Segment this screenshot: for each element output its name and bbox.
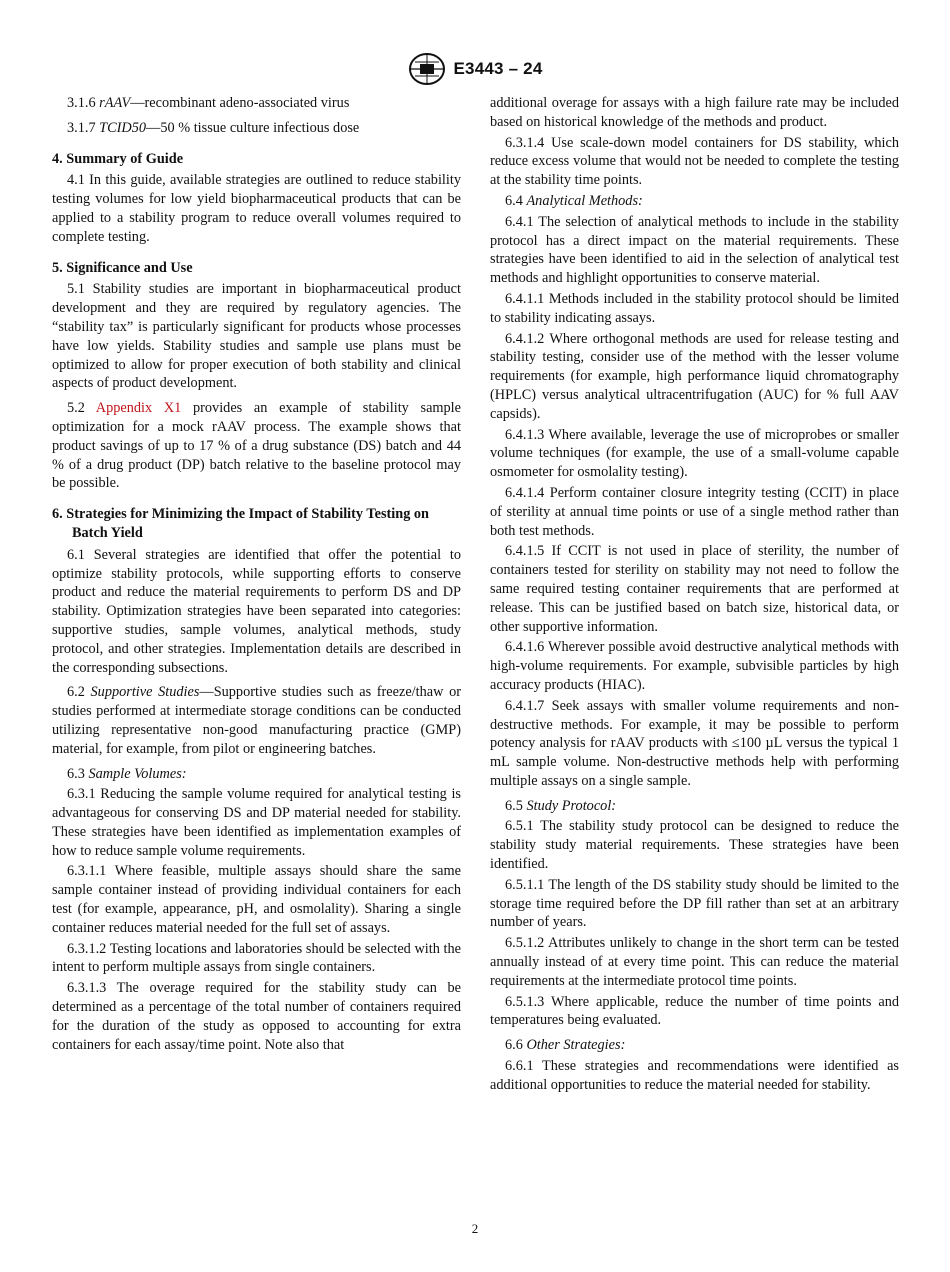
paragraph-6-4-1-5: 6.4.1.5 If CCIT is not used in place of sterility, the number of containers tested for sterility on stability may not need to follow the same required testing container requirements that are performed at release. This can be justified based on batch size, historical data, or other supportive information. xyxy=(490,543,899,635)
left-column xyxy=(52,94,461,1056)
paragraph-6-5-1: 6.5.1 The stability study protocol can be designed to reduce the stability study material requirements. These strategies have been identified. xyxy=(490,818,899,873)
page-header xyxy=(0,52,950,86)
paragraph-6-4-1: 6.4.1 The selection of analytical methods to include in the stability protocol has a direct impact on the material requirements. These strategies have been identified to aid in the selection of analytical test methods and highlight opportunities to conserve material. xyxy=(490,213,899,287)
paragraph-5-2: 5.2 Appendix X1 provides an example of stability sample optimization for a mock rAAV process. The example shows that product savings of up to 17 % of a drug substance (DS) batch and 44 % of a drug product (DP) batch relative to the baseline protocol may be possible. xyxy=(52,400,461,492)
paragraph-continuation: additional overage for assays with a high failure rate may be included based on historical knowledge of the methods and product. xyxy=(490,95,899,130)
page-number: 2 xyxy=(471,1221,479,1236)
paragraph-6-4-1-4: 6.4.1.4 Perform container closure integrity testing (CCIT) in place of sterility at annual time points or use of a single method rather than both test methods. xyxy=(490,484,899,539)
paragraph-6-6: 6.6 Other Strategies: xyxy=(505,1037,626,1054)
paragraph-6-4-1-2: 6.4.1.2 Where orthogonal methods are used for release testing and stability testing, consider use of the method with the lesser volume requirements (for example, high performance liquid chromatography (HPLC) versus analytical ultracentrifugation (AUC) for % full AAV capsids). xyxy=(490,330,899,422)
paragraph-6-1: 6.1 Several strategies are identified that offer the potential to optimize stability protocols, while supporting efforts to conserve product and reduce the material requirements to perform DS and DP stability. Optimization strategies have been separated into categories: supportive studies, sample volumes, analytical methods, study protocol, and other strategies. Implementation details are described in the corresponding subsections. xyxy=(52,546,461,676)
paragraph-5-1: 5.1 Stability studies are important in biopharmaceutical product development and they are required by regulatory agencies. The “stability tax” is particularly significant for products whose processes have low yields. Stability studies and sample use plans must be optimized to allow for proper execution of both stability and clinical aspects of product development. xyxy=(52,281,461,392)
paragraph-6-3-1: 6.3.1 Reducing the sample volume required for analytical testing is advantageous for conserving DS and DP material needed for stability. These strategies have been identified as implementation examples of how to reduce sample volume requirements. xyxy=(52,786,461,859)
astm-logo-icon xyxy=(408,52,446,86)
definition-3-1-6: 3.1.6 rAAV—recombinant adeno-associated virus xyxy=(67,95,350,111)
paragraph-6-2: 6.2 Supportive Studies—Supportive studies such as freeze/thaw or studies performed at intermediate storage conditions can be conducted utilizing representative non-good manufacturing practice (GMP) material, for example, from pilot or engineering batches. xyxy=(52,684,461,757)
definition-3-1-7: 3.1.7 TCID50—50 % tissue culture infectious dose xyxy=(67,119,360,136)
right-column xyxy=(490,94,899,1097)
paragraph-6-3: 6.3 Sample Volumes: xyxy=(67,765,187,782)
section-4-heading: 4. Summary of Guide xyxy=(52,150,184,167)
paragraph-6-4-1-1: 6.4.1.1 Methods included in the stability protocol should be limited to stability indicating assays. xyxy=(490,290,899,326)
document-id: E3443 – 24 xyxy=(453,58,543,78)
section-6-heading: 6. Strategies for Minimizing the Impact of Stability Testing on Batch Yield xyxy=(52,506,430,541)
paragraph-6-5-1-2: 6.5.1.2 Attributes unlikely to change in the short term can be tested annually instead of at every time point. This can reduce the material requirements at the intermediate protocol time points. xyxy=(490,935,899,989)
paragraph-6-3-1-3: 6.3.1.3 The overage required for the stability study can be determined as a percentage of the total number of containers required for the duration of the study as opposed to accounting for extra containers for each assay/time point. Note also that xyxy=(52,980,461,1053)
paragraph-6-3-1-2: 6.3.1.2 Testing locations and laboratories should be selected with the intent to perform multiple assays from single containers. xyxy=(52,940,461,976)
paragraph-6-5-1-1: 6.5.1.1 The length of the DS stability study should be limited to the storage time required before the DP fill rather than set at an arbitrary number of years. xyxy=(490,876,899,931)
paragraph-6-5: 6.5 Study Protocol: xyxy=(505,797,617,814)
paragraph-6-4: 6.4 Analytical Methods: xyxy=(505,192,643,209)
paragraph-6-6-1: 6.6.1 These strategies and recommendations were identified as additional opportunities to reduce the material needed for stability. xyxy=(490,1058,899,1093)
paragraph-6-5-1-3: 6.5.1.3 Where applicable, reduce the number of time points and temperatures being evaluated. xyxy=(490,993,899,1029)
paragraph-4-1: 4.1 In this guide, available strategies are outlined to reduce stability testing volumes for low yield biopharmaceutical products that can be applied to a stability program to reduce overall volumes required to complete testing. xyxy=(52,172,461,245)
paragraph-6-4-1-7: 6.4.1.7 Seek assays with smaller volume requirements and non-destructive methods. For example, it may be possible to perform potency analysis for rAAV products with ≤100 µL versus the typical 1 mL sample volume. Non-destructive methods help with performing multiple assays on a single sample. xyxy=(490,697,899,789)
paragraph-6-4-1-6: 6.4.1.6 Wherever possible avoid destructive analytical methods with high-volume requirements. For example, subvisible particles by high accuracy products (HIAC). xyxy=(490,639,899,693)
paragraph-6-3-1-4: 6.3.1.4 Use scale-down model containers for DS stability, which reduce excess volume that would not be needed to complete the testing at the stability time points. xyxy=(490,134,899,189)
appendix-x1-link[interactable]: Appendix X1 xyxy=(95,400,182,417)
paragraph-6-3-1-1: 6.3.1.1 Where feasible, multiple assays should share the same sample container instead of providing individual containers for each test (for example, appearance, pH, and osmolality). Sharing a single container reduces material needed for the full set of assays. xyxy=(52,863,461,936)
paragraph-6-4-1-3: 6.4.1.3 Where available, leverage the use of microprobes or smaller volume techniques (for example, the use of a small-volume capable osmometer for osmolality testing). xyxy=(490,426,899,481)
section-5-heading: 5. Significance and Use xyxy=(52,259,193,276)
